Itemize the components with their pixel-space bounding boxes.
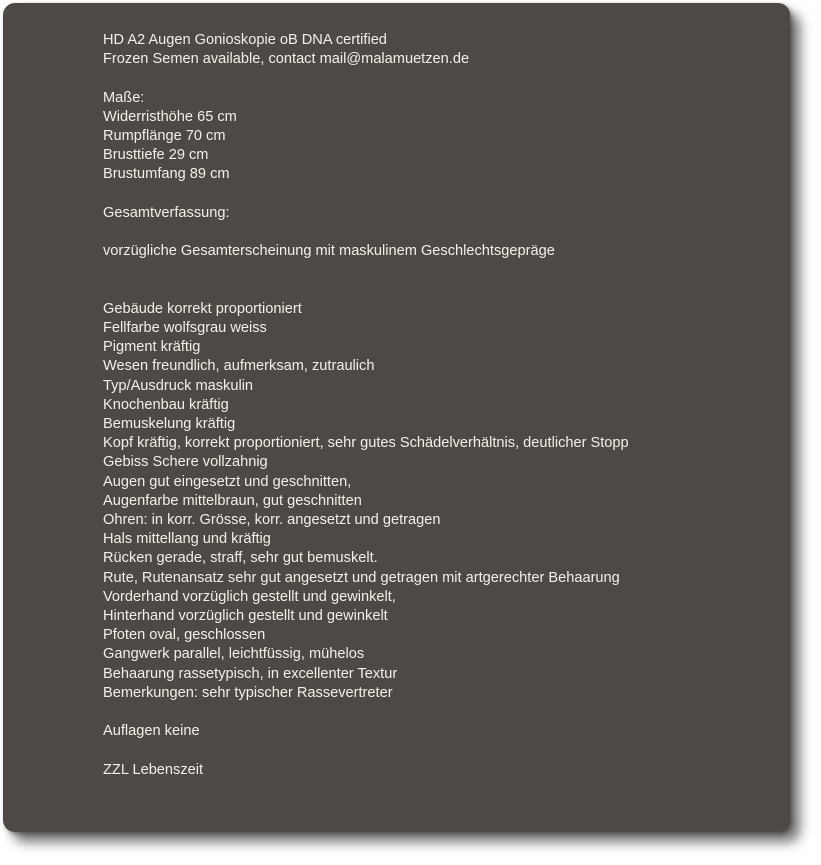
detail-item: Gebäude korrekt proportioniert bbox=[103, 300, 302, 317]
zzl-line: ZZL Lebenszeit bbox=[103, 761, 204, 778]
detail-item: Fellfarbe wolfsgrau weiss bbox=[103, 319, 267, 336]
spacer bbox=[103, 703, 783, 722]
detail-item: Kopf kräftig, korrekt proportioniert, sehr gutes Schädelverhältnis, deutlicher Stopp bbox=[103, 435, 629, 452]
detail-item: Bemerkungen: sehr typischer Rassevertreter bbox=[103, 684, 393, 701]
detail-item: Typ/Ausdruck maskulin bbox=[103, 377, 254, 394]
detail-item: Bemuskelung kräftig bbox=[103, 416, 236, 432]
detail-item: Knochenbau kräftig bbox=[103, 396, 229, 413]
measure-item: Rumpflänge 70 cm bbox=[103, 128, 226, 144]
detail-item: Rücken gerade, straff, sehr gut bemuskelt. bbox=[103, 550, 378, 567]
summary-text: vorzügliche Gesamterscheinung mit maskulinem Geschlechtsgepräge bbox=[103, 243, 555, 260]
detail-item: Behaarung rassetypisch, in excellenter Textur bbox=[103, 665, 398, 682]
summary-heading: Gesamtverfassung: bbox=[103, 204, 230, 221]
intro-contact-line: Frozen Semen available, contact mail@malamuetzen.de bbox=[103, 51, 470, 68]
measures-heading: Maße: bbox=[103, 89, 145, 106]
spacer bbox=[103, 185, 783, 204]
conditions-line: Auflagen keine bbox=[103, 723, 200, 740]
detail-item: Wesen freundlich, aufmerksam, zutraulich bbox=[103, 358, 375, 375]
detail-item: Augenfarbe mittelbraun, gut geschnitten bbox=[103, 492, 362, 509]
content-panel bbox=[3, 3, 790, 832]
detail-item: Pfoten oval, geschlossen bbox=[103, 627, 266, 644]
measure-item: Brustumfang 89 cm bbox=[103, 166, 230, 183]
measure-item: Brusttiefe 29 cm bbox=[103, 147, 209, 164]
detail-item: Rute, Rutenansatz sehr gut angesetzt und getragen mit artgerechter Behaarung bbox=[103, 569, 620, 586]
detail-item: Augen gut eingesetzt und geschnitten, bbox=[103, 473, 352, 490]
detail-item: Hinterhand vorzüglich gestellt und gewinkelt bbox=[103, 608, 388, 625]
detail-item: Gangwerk parallel, leichtfüssig, mühelos bbox=[103, 646, 365, 663]
detail-item: Gebiss Schere vollzahnig bbox=[103, 454, 268, 471]
detail-item: Pigment kräftig bbox=[103, 339, 201, 356]
spacer bbox=[103, 69, 783, 88]
detail-item: Vorderhand vorzüglich gestellt und gewinkelt, bbox=[103, 588, 396, 605]
intro-health-line: HD A2 Augen Gonioskopie oB DNA certified bbox=[103, 32, 387, 48]
spacer bbox=[103, 223, 783, 242]
detail-item: Hals mittellang und kräftig bbox=[103, 531, 271, 548]
dog-evaluation-text bbox=[103, 31, 783, 780]
measure-item: Widerristhöhe 65 cm bbox=[103, 108, 237, 125]
spacer bbox=[103, 741, 783, 760]
detail-item: Ohren: in korr. Grösse, korr. angesetzt und getragen bbox=[103, 512, 441, 529]
spacer bbox=[103, 261, 783, 299]
